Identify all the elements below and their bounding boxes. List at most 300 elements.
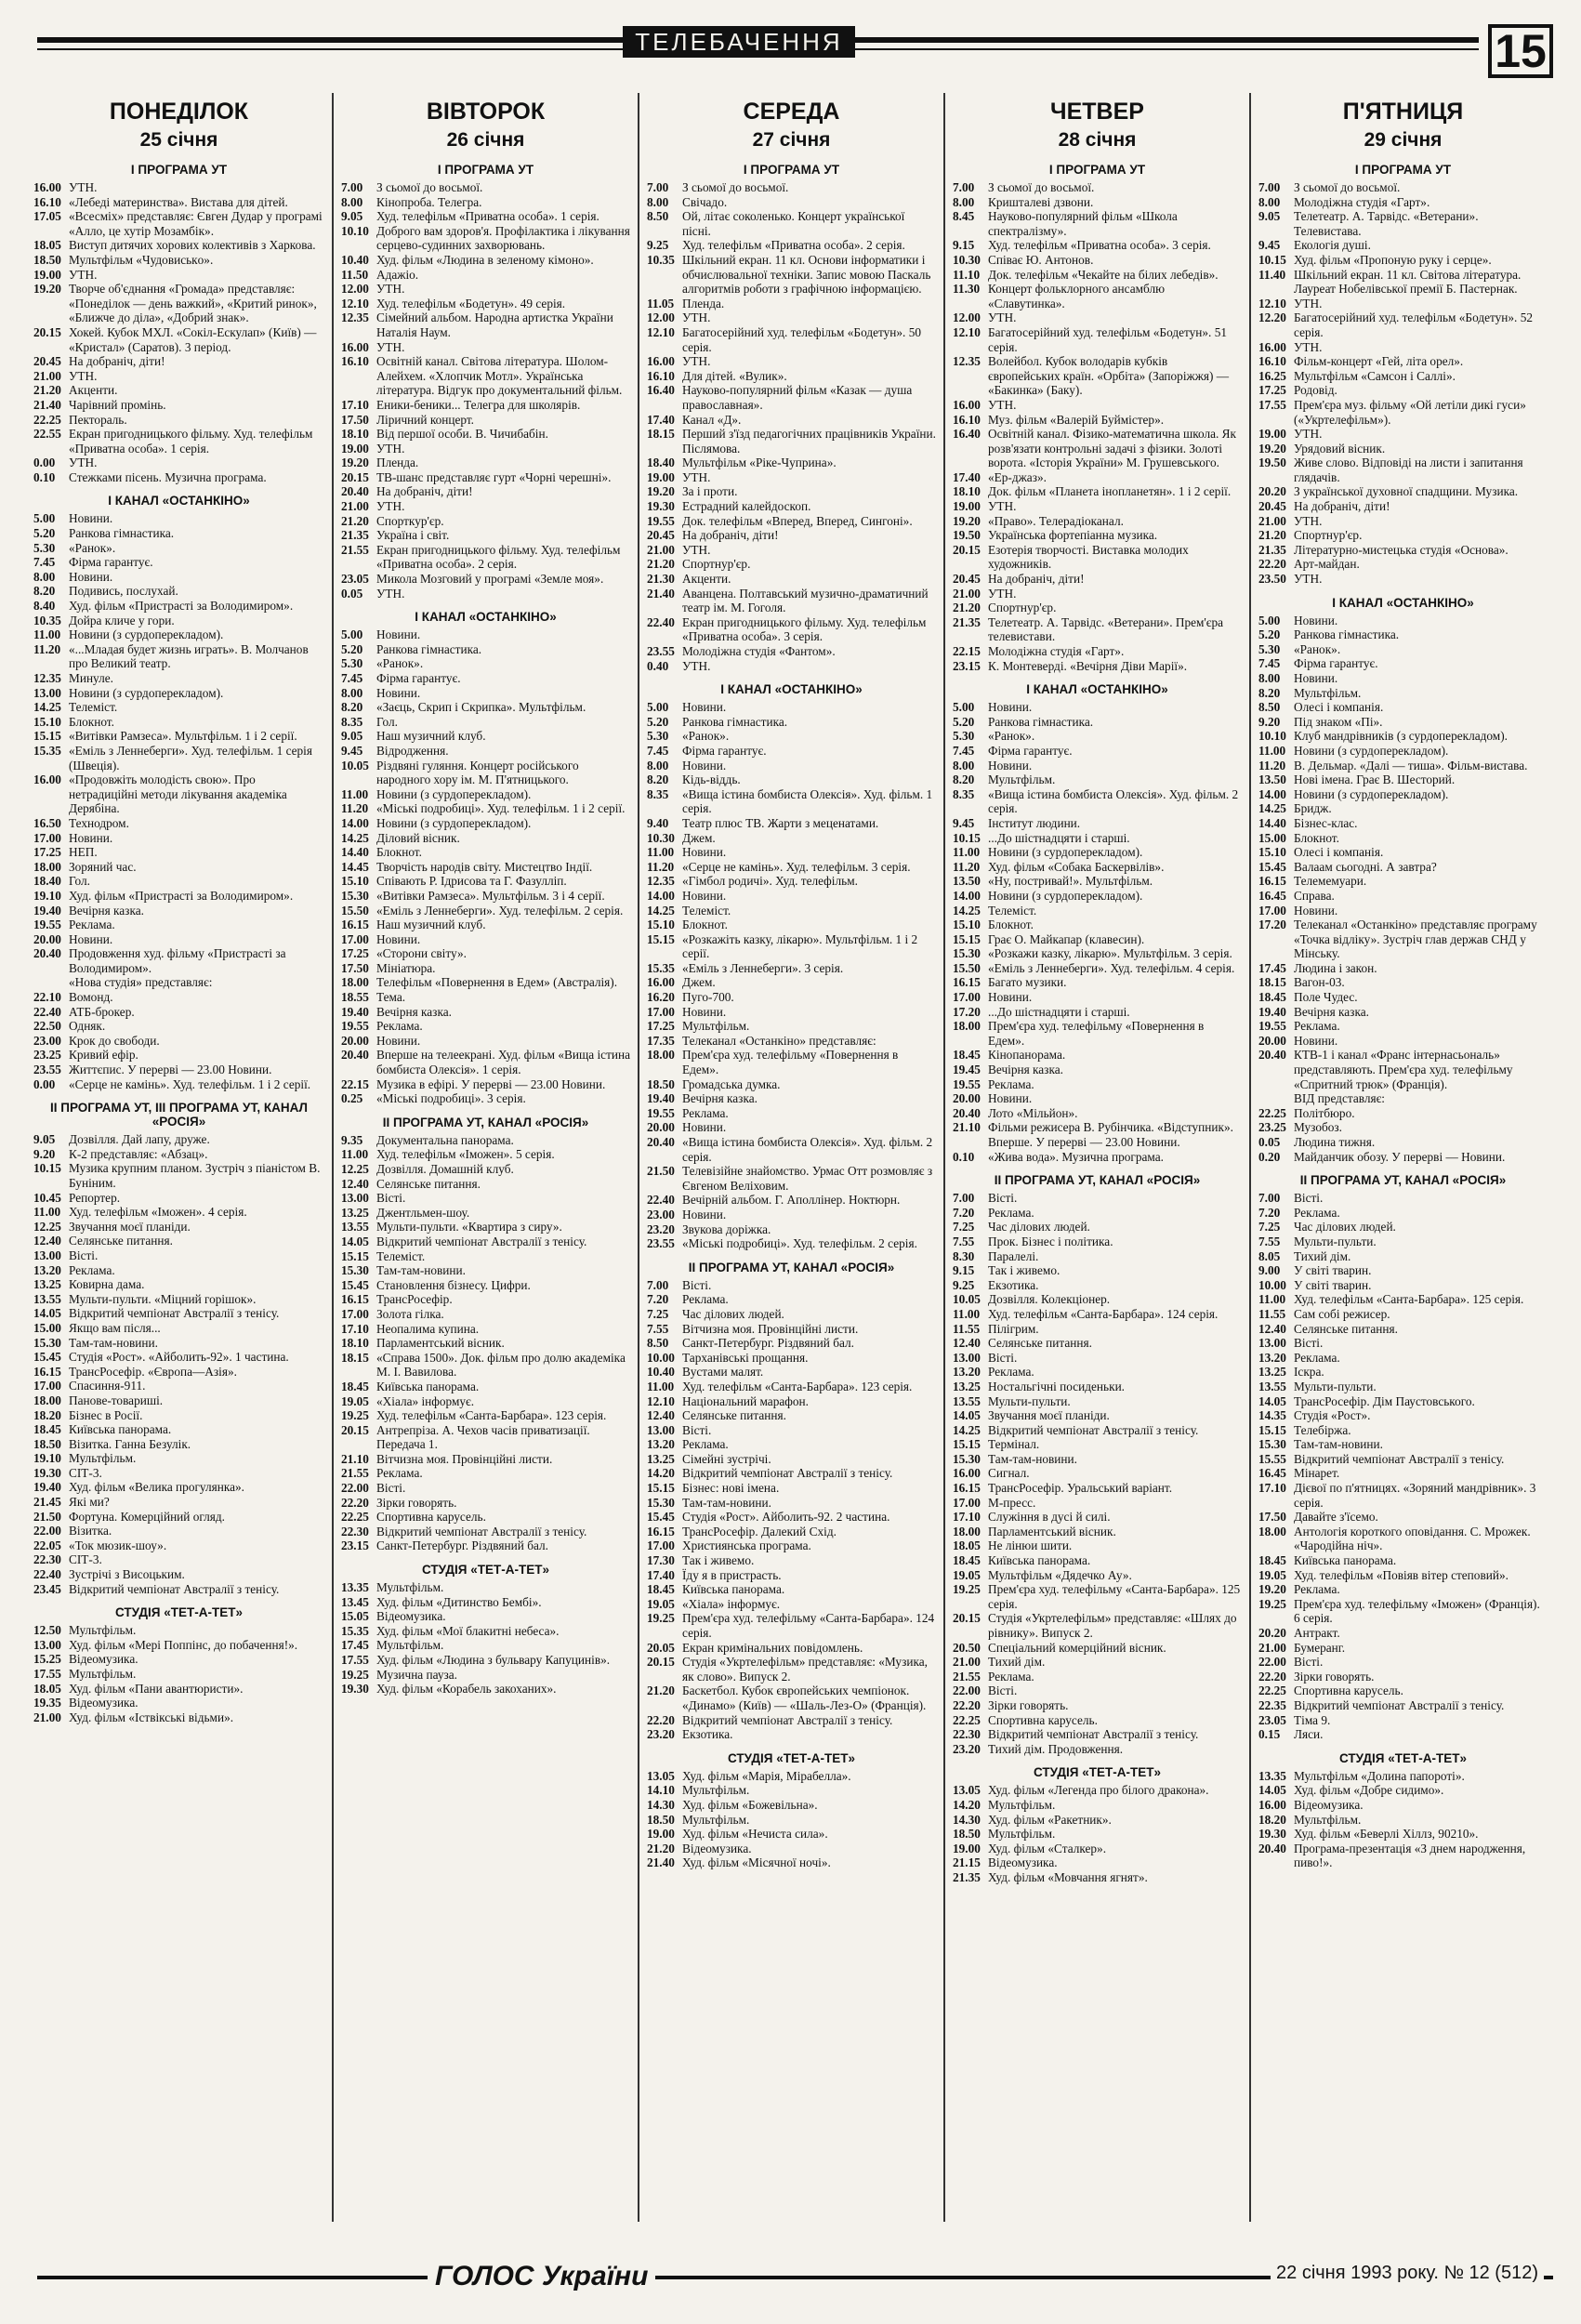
program-title: АТБ-брокер. [69, 1004, 135, 1019]
program-time: 16.40 [953, 427, 981, 442]
program-listing [953, 1249, 1242, 1264]
program-listing [1258, 1684, 1548, 1698]
program-listing [953, 1525, 1242, 1539]
program-time: 21.40 [33, 397, 61, 412]
program-time: 22.30 [953, 1727, 981, 1742]
program-time: 23.00 [647, 1207, 675, 1221]
program-listing [1258, 268, 1548, 297]
program-listing [647, 572, 936, 587]
program-title: Худ. фільм «Ракетник». [988, 1812, 1112, 1827]
program-listing [647, 1437, 936, 1452]
program-listing [647, 1684, 936, 1712]
program-listing [953, 413, 1242, 428]
program-title: Реклама. [988, 1669, 1034, 1684]
program-title: Санкт-Петербург. Різдвяний бал. [682, 1336, 854, 1351]
program-title: Мультфільм. [69, 1623, 137, 1638]
program-time: 19.45 [953, 1063, 981, 1077]
program-time: 17.00 [953, 990, 981, 1005]
program-time: 21.20 [953, 601, 981, 615]
program-title: Для дітей. «Вулик». [682, 368, 787, 383]
program-listing [33, 253, 324, 268]
program-title: Парламентський вісник. [376, 1336, 505, 1351]
program-listing [1258, 572, 1548, 587]
channel-heading: ІІ ПРОГРАМА УТ, ІІІ ПРОГРАМА УТ, КАНАЛ «РОСІЯ» [50, 1101, 308, 1129]
program-time: 19.05 [953, 1567, 981, 1582]
program-title: Майданчик обозу. У перерві — Новини. [1294, 1149, 1506, 1164]
program-title: Давайте з'їсемо. [1294, 1510, 1378, 1525]
program-title: Відкритий чемпіонат Австралії з тенісу. [69, 1581, 280, 1596]
program-time: 21.20 [647, 1841, 675, 1855]
program-title: Кришталеві дзвони. [988, 194, 1094, 209]
channel-heading: СТУДІЯ «ТЕТ-А-ТЕТ» [1339, 1750, 1467, 1765]
program-listing [953, 1292, 1242, 1307]
program-listing [33, 413, 324, 428]
program-title: Мультфільм. [988, 1827, 1056, 1842]
program-title: Реклама. [682, 1105, 729, 1120]
program-listing [953, 874, 1242, 889]
program-title: «Хіала» інформує. [376, 1393, 475, 1408]
program-title: ТрансРосефір. [376, 1292, 453, 1307]
program-time: 5.30 [647, 729, 669, 744]
program-listing [647, 1278, 936, 1293]
program-time: 16.00 [33, 772, 61, 787]
program-title: УТН. [376, 282, 405, 297]
program-title: Худ. телефільм «Іможен». 4 серія. [69, 1205, 247, 1220]
program-time: 17.20 [953, 1004, 981, 1019]
program-title: Перший з'їзд педагогічних працівників України. Післямова. [682, 427, 936, 456]
program-title: Ранкова гімнастика. [988, 714, 1094, 729]
program-listing [1258, 1380, 1548, 1394]
program-time: 14.25 [341, 830, 369, 845]
program-time: 20.00 [341, 1033, 369, 1048]
program-listing [1258, 1670, 1548, 1684]
program-time: 7.45 [341, 671, 363, 685]
program-title: Новини (з сурдоперекладом). [1294, 743, 1449, 758]
program-time: 8.00 [1258, 194, 1281, 209]
program-title: Худ. фільм «Марія, Мірабелла». [682, 1768, 851, 1783]
program-title: Телеміст. [376, 1248, 426, 1263]
program-title: Вісті. [69, 1248, 99, 1262]
program-time: 22.20 [1258, 1669, 1286, 1684]
program-title: «Право». Телерадіоканал. [988, 513, 1124, 528]
program-title: Екзотика. [988, 1277, 1039, 1292]
program-title: Реклама. [988, 1365, 1034, 1380]
program-time: 21.40 [647, 1855, 675, 1870]
program-time: 20.45 [1258, 499, 1286, 514]
program-title: Хокей. Кубок МХЛ. «Сокіл-Ескулап» (Київ) — «Кристал» (Саратов). 3 період. [69, 324, 317, 354]
program-listing [953, 759, 1242, 773]
program-listing [647, 1208, 936, 1222]
program-listing [1258, 1525, 1548, 1553]
program-time: 10.00 [1258, 1277, 1286, 1292]
program-title: Чарівний промінь. [69, 397, 166, 412]
program-listing [1258, 904, 1548, 918]
program-title: Новини. [376, 1033, 421, 1048]
program-listing [33, 772, 324, 816]
program-time: 11.10 [953, 267, 981, 282]
program-title: Відкритий чемпіонат Австралії з тенісу. [1294, 1451, 1505, 1466]
program-time: 19.30 [1258, 1827, 1286, 1842]
program-time: 17.00 [1258, 903, 1286, 918]
program-title: Новини. [682, 700, 727, 715]
program-listing [953, 1394, 1242, 1409]
program-title: Відкритий чемпіонат Австралії з тенісу. [988, 1422, 1199, 1437]
program-title: Багатосерійний худ. телефільм «Бодетун». 50 серія. [682, 324, 921, 354]
program-time: 20.45 [647, 528, 675, 543]
program-title: Мінарет. [1294, 1466, 1340, 1481]
program-listing [953, 238, 1242, 253]
program-title: Подивись, послухай. [69, 584, 178, 599]
program-title: УТН. [682, 469, 711, 484]
program-listing [341, 499, 630, 514]
program-time: 8.00 [341, 194, 363, 209]
program-time: 19.00 [341, 441, 369, 456]
channel-heading: І ПРОГРАМА УТ [1354, 163, 1452, 177]
program-time: 17.00 [341, 931, 369, 946]
program-title: Спортнур'єр. [988, 601, 1057, 615]
program-time: 9.35 [341, 1132, 363, 1147]
program-time: 14.25 [647, 903, 675, 918]
channel-heading: ІІ ПРОГРАМА УТ, КАНАЛ «РОСІЯ» [688, 1260, 895, 1274]
program-title: Тихий дім. [988, 1655, 1046, 1670]
program-time: 9.25 [647, 238, 669, 253]
program-title: Реклама. [376, 1466, 423, 1481]
program-listing [341, 180, 630, 195]
program-time: 15.15 [647, 1481, 675, 1496]
program-title: Нові імена. Грає В. Шесторий. [1294, 772, 1456, 787]
program-title: Телетеатр. А. Тарвідс. «Ветерани». Телевистава. [1294, 209, 1479, 238]
program-title: Антракт. [1294, 1626, 1340, 1640]
program-listing [953, 1713, 1242, 1728]
program-listing [953, 1063, 1242, 1077]
program-title: Інститут людини. [988, 815, 1081, 830]
program-title: Гол. [69, 874, 90, 889]
program-time: 18.50 [647, 1812, 675, 1827]
program-time: 7.55 [647, 1321, 669, 1336]
program-title: Худ. фільм «Мої блакитні небеса». [376, 1623, 560, 1638]
program-title: Ностальгічні посиденьки. [988, 1379, 1126, 1393]
program-title: Мультфільм. [682, 1812, 750, 1827]
program-listing [33, 456, 324, 470]
program-time: 16.00 [647, 354, 675, 369]
program-time: 21.30 [647, 572, 675, 587]
program-listing [341, 1133, 630, 1148]
program-time: 18.00 [647, 1048, 675, 1063]
program-listing [647, 1813, 936, 1828]
program-listing [647, 990, 936, 1005]
program-title: Бридж. [1294, 801, 1332, 816]
program-time: 17.10 [341, 1321, 369, 1336]
program-title: Худ. фільм «Людина в зеленому кімоно». [376, 252, 594, 267]
program-title: «Ер-джаз». [988, 469, 1047, 484]
program-time: 9.00 [1258, 1263, 1281, 1278]
day-title: ПОНЕДІЛОК [109, 99, 249, 125]
program-time: 12.35 [341, 310, 369, 325]
program-listing [1258, 845, 1548, 860]
program-listing [647, 700, 936, 715]
program-time: 14.25 [1258, 801, 1286, 816]
program-title: Блокнот. [988, 918, 1034, 932]
program-listing [647, 1769, 936, 1784]
program-title: Українська фортепіанна музика. [988, 528, 1158, 543]
program-listing [1258, 1263, 1548, 1278]
program-listing [341, 975, 630, 990]
program-listing [953, 282, 1242, 310]
program-listing [341, 1580, 630, 1595]
program-time: 12.40 [33, 1234, 61, 1248]
program-listing [33, 975, 324, 990]
program-listing [1258, 195, 1548, 210]
program-listing [647, 470, 936, 485]
program-listing [647, 1538, 936, 1553]
program-time: 20.40 [341, 484, 369, 499]
program-title: Худ. фільм «Пропоную руку і серце». [1294, 252, 1492, 267]
program-listing [647, 1783, 936, 1798]
program-listing [953, 1336, 1242, 1351]
program-title: Худ. телефільм «Приватна особа». 1 серія. [376, 209, 599, 224]
program-listing [1258, 427, 1548, 442]
program-time: 11.00 [33, 1205, 61, 1220]
program-title: УТН. [376, 441, 405, 456]
channel-heading: СТУДІЯ «ТЕТ-А-ТЕТ» [422, 1563, 549, 1578]
program-listing [341, 1525, 630, 1539]
program-listing [33, 1321, 324, 1336]
program-title: Шкільний екран. 11 кл. Основи інформатики і обчислювальної техніки. Запис мовою Паскаль алгоритмів роботи з графічною інформацією. [682, 252, 931, 297]
program-title: Родовід. [1294, 383, 1337, 398]
program-listing [341, 1638, 630, 1653]
program-title: Реклама. [988, 1076, 1034, 1091]
program-listing [33, 570, 324, 585]
program-listing [341, 1408, 630, 1423]
program-time: 20.40 [33, 946, 61, 961]
program-title: «Розкажіть казку, лікарю». Мультфільм. 1 і 2 серії. [682, 931, 918, 961]
program-time: 16.15 [1258, 874, 1286, 889]
program-listing [953, 1048, 1242, 1063]
program-time: 21.20 [341, 513, 369, 528]
program-title: Фільм-концерт «Гей, літа орел». [1294, 354, 1464, 369]
program-title: В. Дельмар. «Далі — тиша». Фільм-вистава. [1294, 758, 1528, 772]
program-listing [1258, 860, 1548, 875]
program-listing [953, 1655, 1242, 1670]
program-listing [953, 195, 1242, 210]
program-listing [953, 889, 1242, 904]
program-time: 21.00 [953, 1655, 981, 1670]
program-listing [647, 1553, 936, 1568]
program-title: Реклама. [1294, 1350, 1340, 1365]
program-listing [953, 990, 1242, 1005]
program-title: Антологія короткого оповідання. С. Мрожек. «Чародійна ніч». [1294, 1524, 1531, 1553]
program-listing [33, 1524, 324, 1538]
program-title: Новини. [1294, 903, 1338, 918]
program-title: Мультфільм. [988, 1797, 1056, 1812]
program-time: 7.45 [33, 555, 56, 570]
program-title: Вечірній альбом. Г. Аполлінер. Ноктюрн. [682, 1193, 901, 1208]
program-listing [647, 744, 936, 759]
program-time: 21.35 [341, 528, 369, 543]
program-listing [341, 195, 630, 210]
program-title: Прок. Бізнес і політика. [988, 1234, 1113, 1248]
program-time: 7.00 [953, 180, 975, 194]
program-title: Фірма гарантує. [988, 743, 1073, 758]
program-time: 22.25 [953, 1712, 981, 1727]
program-listing [647, 1292, 936, 1307]
program-title: Новини. [682, 888, 727, 903]
program-title: М-пресс. [988, 1495, 1036, 1510]
program-time: 19.30 [341, 1682, 369, 1697]
program-time: 21.35 [953, 1869, 981, 1884]
program-listing [953, 572, 1242, 587]
program-listing [1258, 1452, 1548, 1467]
program-title: Київська панорама. [1294, 1553, 1397, 1568]
program-time: 19.20 [647, 484, 675, 499]
program-time: 8.35 [647, 786, 669, 801]
program-title: «Ранок». [376, 656, 424, 671]
program-time: 20.40 [341, 1048, 369, 1063]
program-listing [953, 1870, 1242, 1885]
program-time: 15.45 [1258, 859, 1286, 874]
program-time: 19.25 [1258, 1596, 1286, 1611]
program-listing [1258, 1713, 1548, 1728]
program-time: 23.50 [1258, 572, 1286, 587]
program-time: 20.20 [1258, 484, 1286, 499]
program-listing [341, 253, 630, 268]
program-title: Вперше на телеекрані. Худ. фільм «Вища істина бомбиста Олексія». 1 серія. [376, 1048, 631, 1077]
program-title: Там-там-новини. [69, 1335, 158, 1350]
program-listing [953, 860, 1242, 875]
program-title: Екологія душі. [1294, 238, 1371, 253]
program-time: 11.00 [647, 845, 675, 860]
program-title: «Ранок». [69, 540, 116, 555]
program-listing [33, 715, 324, 730]
program-listing [953, 1798, 1242, 1813]
program-time: 22.40 [33, 1004, 61, 1019]
program-listing [953, 543, 1242, 572]
program-time: 20.15 [341, 469, 369, 484]
program-time: 8.20 [341, 700, 363, 715]
program-listing [33, 1277, 324, 1292]
program-time: 17.25 [341, 946, 369, 961]
program-time: 17.10 [341, 397, 369, 412]
program-time: 13.50 [1258, 772, 1286, 787]
program-listing [1258, 1034, 1548, 1049]
program-title: Наш музичний клуб. [376, 918, 486, 932]
program-title: «Серце не камінь». Худ. телефільм. 1 і 2 серії. [69, 1076, 311, 1091]
program-time: 22.35 [1258, 1697, 1286, 1712]
program-listing [33, 1132, 324, 1147]
program-listing [647, 961, 936, 976]
program-listing [953, 1538, 1242, 1553]
program-time: 19.20 [953, 513, 981, 528]
program-listing [953, 1742, 1242, 1757]
program-listing [953, 659, 1242, 674]
program-time: 15.30 [341, 888, 369, 903]
program-time: 22.50 [33, 1019, 61, 1034]
program-listing [33, 1220, 324, 1235]
program-title: Вісті. [376, 1481, 406, 1496]
program-listing [953, 1278, 1242, 1293]
program-listing [341, 1220, 630, 1235]
program-title: На добраніч, діти! [1294, 499, 1390, 514]
program-time: 11.00 [1258, 1292, 1286, 1307]
program-title: Візитка. Ганна Безулік. [69, 1436, 191, 1451]
program-time: 22.20 [1258, 557, 1286, 572]
program-listing [341, 1278, 630, 1293]
program-time: 5.30 [953, 729, 975, 744]
program-title: Новини (з сурдоперекладом). [376, 815, 532, 830]
program-listing [1258, 1783, 1548, 1798]
program-title: Багатосерійний худ. телефільм «Бодетун». 52 серія. [1294, 310, 1533, 339]
program-title: Кідь-віддь. [682, 772, 741, 787]
program-time: 18.45 [647, 1582, 675, 1597]
program-time: 17.00 [33, 1379, 61, 1393]
program-title: Худ. фільм «Пристрасті за Володимиром». [69, 599, 294, 614]
program-listing [1258, 1827, 1548, 1842]
program-time: 19.55 [1258, 1019, 1286, 1034]
program-listing [953, 845, 1242, 860]
program-title: Людина і закон. [1294, 960, 1377, 975]
program-title: Мультфільм «Чудовиськo». [69, 252, 214, 267]
program-title: УТН. [376, 339, 405, 354]
program-time: 19.05 [341, 1393, 369, 1408]
program-time: 21.35 [1258, 542, 1286, 557]
program-listing [33, 1365, 324, 1380]
program-time: 8.00 [647, 194, 669, 209]
program-time: 7.25 [1258, 1220, 1281, 1235]
program-time: 9.05 [341, 209, 363, 224]
program-time: 12.00 [953, 310, 981, 325]
program-title: Парламентський вісник. [988, 1524, 1116, 1538]
program-listing [33, 729, 324, 744]
program-listing [33, 614, 324, 628]
program-title: Людина тижня. [1294, 1135, 1376, 1149]
program-title: Худ. телефільм «Санта-Барбара». 123 серія. [376, 1408, 607, 1423]
program-listing [341, 801, 630, 816]
program-listing [953, 1423, 1242, 1438]
program-title: Зірки говорять. [376, 1495, 457, 1510]
program-time: 14.00 [1258, 786, 1286, 801]
program-listing [33, 1510, 324, 1525]
program-time: 17.00 [953, 1495, 981, 1510]
program-time: 23.00 [33, 1033, 61, 1048]
program-time: 7.55 [953, 1234, 975, 1248]
program-listing [647, 889, 936, 904]
program-time: 19.55 [341, 1019, 369, 1034]
program-title: Відкритий чемпіонат Австралії з тенісу. [682, 1466, 893, 1481]
program-time: 11.30 [953, 282, 981, 297]
program-title: Так і живемо. [988, 1263, 1061, 1278]
program-title: Дозвілля. Колекціонер. [988, 1292, 1111, 1307]
program-time: 20.40 [1258, 1048, 1286, 1063]
program-listing [953, 484, 1242, 499]
program-title: Худ. фільм «Божевільна». [682, 1797, 818, 1812]
program-title: Ранкова гімнастика. [69, 526, 175, 541]
program-time: 21.00 [33, 1710, 61, 1724]
program-title: Новини. [69, 830, 113, 845]
program-title: У світі тварин. [1294, 1263, 1372, 1278]
program-title: Вісті. [988, 1191, 1018, 1206]
program-time: 0.40 [647, 658, 669, 673]
program-title: Реклама. [682, 1292, 729, 1307]
program-listing [33, 1350, 324, 1365]
program-listing [341, 268, 630, 283]
program-title: ТрансРосефір. Далекий Схід. [682, 1524, 837, 1538]
program-time: 12.35 [953, 354, 981, 369]
program-title: УТН. [1294, 296, 1323, 310]
program-time: 13.25 [341, 1205, 369, 1220]
program-listing [1258, 744, 1548, 759]
program-time: 13.20 [647, 1437, 675, 1452]
program-title: Багато музики. [988, 975, 1067, 990]
